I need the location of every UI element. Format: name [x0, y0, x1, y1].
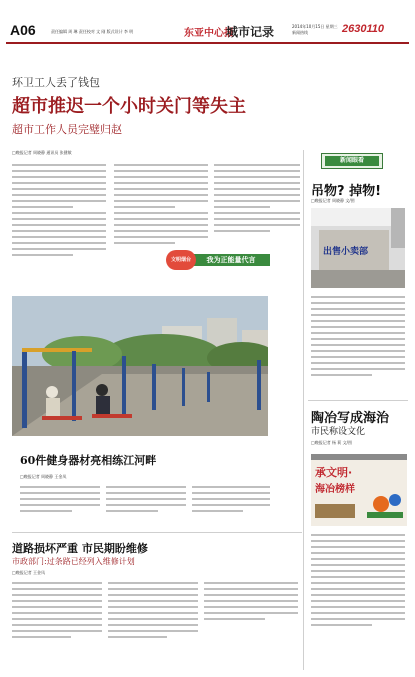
road-headline: 道路损坏严重 市民期盼维修 — [12, 542, 148, 555]
hanging-object-byline: □晚报记者 周晓静 文/图 — [311, 198, 355, 203]
sea-sign-line1: 承文明· — [315, 466, 353, 479]
issue-date-line1: 2014年10月15日 星期三 — [292, 24, 338, 29]
column-divider — [303, 150, 304, 670]
issue-date-line2: 新闻热线 — [292, 30, 308, 35]
feature-body-column-3 — [192, 484, 270, 516]
hanging-object-body — [311, 294, 405, 380]
news-tag-label: 新闻眼看 — [325, 156, 379, 166]
road-body-column-3 — [204, 580, 298, 624]
lead-kicker: 环卫工人丢了钱包 — [12, 76, 100, 89]
sea-sign-illustration — [311, 454, 407, 526]
feature-body-column-1 — [20, 484, 100, 516]
news-hotline: 2630110 — [342, 23, 385, 35]
sea-sign-photo — [311, 454, 407, 526]
lead-subhead: 超市工作人员完璧归赵 — [12, 123, 122, 136]
hanging-object-photo-text: 出售小卖部 — [323, 247, 369, 257]
road-body-column-1 — [12, 580, 102, 642]
lead-body-column-1 — [12, 162, 106, 260]
issue-date — [292, 24, 338, 36]
section-title: 城市记录 — [226, 25, 275, 39]
road-subhead: 市政部门:过条路已经列入维修计划 — [12, 557, 135, 566]
ad-badge — [166, 252, 270, 268]
lead-byline: □晚报记者 周晓静 通讯员 张健敏 — [12, 150, 72, 155]
editor-credits: 责任编辑 周 琳 责任校对 文 刚 版式设计 李 明 — [51, 29, 134, 34]
sea-headline: 陶冶写成海治 — [311, 411, 390, 426]
lead-body-column-2 — [114, 162, 208, 248]
page-number: A06 — [10, 22, 36, 38]
hanging-object-illustration — [311, 208, 405, 288]
photo-caption: 60件健身器材亮相练江河畔 — [20, 454, 157, 467]
lead-headline: 超市推迟一个小时关门等失主 — [12, 96, 246, 117]
feature-body-column-2 — [106, 484, 186, 516]
section-divider — [12, 532, 302, 533]
ad-badge-flower: 文明烟台 — [166, 250, 196, 270]
fitness-equipment-illustration — [12, 296, 268, 436]
sea-sign-line2: 海冶榜样 — [315, 484, 355, 495]
feature-byline: □晚报记者 周晓静 王金凤 — [20, 474, 67, 479]
fitness-equipment-photo — [12, 296, 268, 436]
lead-body-column-3 — [214, 162, 300, 236]
page-header — [6, 22, 409, 44]
news-tag — [321, 153, 383, 169]
sea-subhead: 市民称设文化 — [311, 427, 366, 437]
newspaper-logo: 东亚中心报 — [184, 28, 234, 39]
right-divider — [308, 400, 408, 401]
ad-badge-label: 我为正能量代言 — [192, 254, 270, 266]
hanging-object-headline: 吊物? 掉物! — [311, 184, 381, 199]
road-byline: □晚报记者 王金凤 — [12, 570, 46, 575]
sea-byline: □晚报记者 杨 莉 文/图 — [311, 440, 352, 445]
hanging-object-photo — [311, 208, 405, 288]
road-body-column-2 — [108, 580, 198, 642]
sea-body — [311, 532, 405, 630]
